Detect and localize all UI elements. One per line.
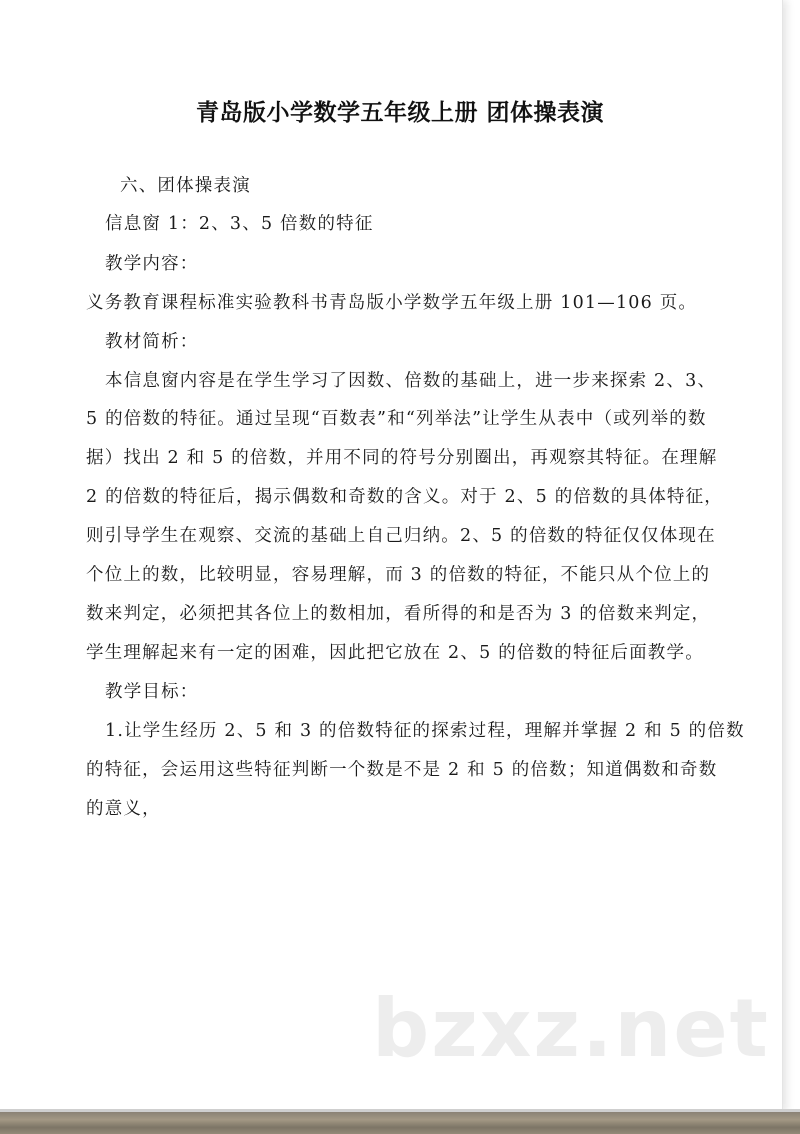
objective-line: 的特征，会运用这些特征判断一个数是不是 2 和 5 的倍数；知道偶数和奇数: [86, 760, 718, 780]
section-heading: 六、团体操表演: [120, 176, 251, 196]
paragraph-line: 则引导学生在观察、交流的基础上自己归纳。2、5 的倍数的特征仅仅体现在: [86, 526, 716, 546]
paragraph-line: 本信息窗内容是在学生学习了因数、倍数的基础上，进一步来探索 2、3、: [105, 371, 717, 391]
objective-line: 1.让学生经历 2、5 和 3 的倍数特征的探索过程，理解并掌握 2 和 5 的倍数: [105, 721, 745, 741]
content-label: 教学内容：: [105, 254, 199, 274]
paragraph-line: 学生理解起来有一定的困难，因此把它放在 2、5 的倍数的特征后面教学。: [86, 643, 704, 663]
document-title: 青岛版小学数学五年级上册 团体操表演: [195, 100, 604, 126]
content-text: 义务教育课程标准实验教科书青岛版小学数学五年级上册 101—106 页。: [86, 293, 698, 313]
analysis-label: 教材简析：: [105, 332, 199, 352]
background-strip: [0, 1112, 800, 1134]
paragraph-line: 个位上的数，比较明显，容易理解，而 3 的倍数的特征，不能只从个位上的: [86, 565, 711, 585]
paragraph-line: 2 的倍数的特征后，揭示偶数和奇数的含义。对于 2、5 的倍数的具体特征，: [86, 487, 723, 507]
objective-line: 的意义，: [86, 799, 161, 819]
objectives-label: 教学目标：: [105, 682, 199, 702]
paragraph-line: 据）找出 2 和 5 的倍数，并用不同的符号分别圈出，再观察其特征。在理解: [86, 448, 718, 468]
paragraph-line: 数来判定，必须把其各位上的数相加，看所得的和是否为 3 的倍数来判定，: [86, 604, 711, 624]
paragraph-line: 5 的倍数的特征。通过呈现“百数表”和“列举法”让学生从表中（或列举的数: [86, 409, 707, 429]
info-window-heading: 信息窗 1：2、3、5 倍数的特征: [105, 214, 374, 234]
watermark: bzxz.net: [372, 982, 770, 1075]
